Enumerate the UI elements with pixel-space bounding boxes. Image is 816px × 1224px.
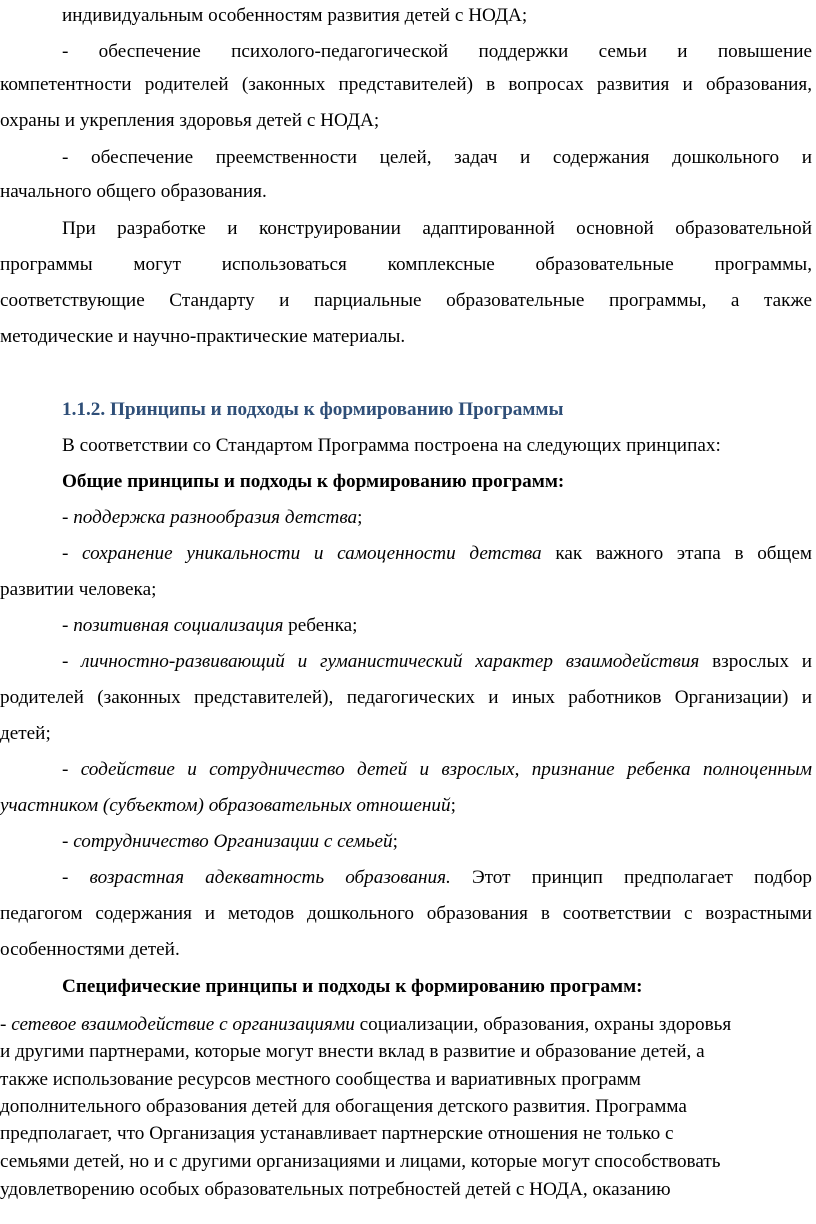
text-line: детей;: [0, 723, 51, 744]
list-item: - сотрудничество Организации с семьей;: [62, 831, 398, 852]
list-item: - позитивная социализация ребенка;: [62, 615, 358, 636]
text-line: предполагает, что Организация устанавливает партнерские отношения не только с: [0, 1123, 674, 1144]
list-item: - личностно-развивающий и гуманистический характер взаимодействия взрослых и: [62, 651, 813, 672]
text-line: особенностями детей.: [0, 939, 180, 960]
text-line: соответствующие Стандарту и парциальные образовательные программы, а также: [0, 290, 812, 311]
subsection-title: Общие принципы и подходы к формированию программ:: [62, 471, 565, 492]
text-line: развитии человека;: [0, 579, 157, 600]
text-line: и другими партнерами, которые могут внести вклад в развитие и образование детей, а: [0, 1041, 705, 1062]
text-line: охраны и укрепления здоровья детей с НОДА;: [0, 110, 380, 131]
text-line: педагогом содержания и методов дошкольного образования в соответствии с возрастными: [0, 903, 812, 924]
list-item: - содействие и сотрудничество детей и взрослых, признание ребенка полноценным: [62, 759, 813, 780]
list-item: - поддержка разнообразия детства;: [62, 507, 363, 528]
list-item: - возрастная адекватность образования. Этот принцип предполагает подбор: [62, 867, 813, 888]
text-line: При разработке и конструировании адаптированной основной образовательной: [62, 218, 812, 239]
list-item: - сохранение уникальности и самоценности детства как важного этапа в общем: [62, 543, 812, 564]
text-line: индивидуальным особенностям развития детей с НОДА;: [62, 5, 528, 26]
text-line: В соответствии со Стандартом Программа построена на следующих принципах:: [62, 435, 721, 456]
section-heading: 1.1.2. Принципы и подходы к формированию Программы: [62, 399, 564, 420]
text-line: компетентности родителей (законных представителей) в вопросах развития и образования,: [0, 74, 812, 95]
text-line: родителей (законных представителей), педагогических и иных работников Организации) и: [0, 687, 812, 708]
text-line: начального общего образования.: [0, 181, 267, 202]
text-line: - обеспечение психолого-педагогической поддержки семьи и повышение: [62, 41, 812, 62]
text-line: методические и научно-практические материалы.: [0, 326, 406, 347]
text-line: дополнительного образования детей для обогащения детского развития. Программа: [0, 1096, 687, 1117]
subsection-title: Специфические принципы и подходы к формированию программ:: [62, 976, 643, 997]
text-line: удовлетворению особых образовательных потребностей детей с НОДА, оказанию: [0, 1179, 671, 1200]
text-line: семьями детей, но и с другими организациями и лицами, которые могут способствовать: [0, 1151, 721, 1172]
text-line: программы могут использоваться комплексные образовательные программы,: [0, 254, 812, 275]
text-line: участником (субъектом) образовательных отношений;: [0, 795, 456, 816]
text-line: также использование ресурсов местного сообщества и вариативных программ: [0, 1069, 641, 1090]
list-item: - сетевое взаимодействие с организациями социализации, образования, охраны здоровья: [0, 1014, 732, 1035]
text-line: - обеспечение преемственности целей, задач и содержания дошкольного и: [62, 147, 812, 168]
